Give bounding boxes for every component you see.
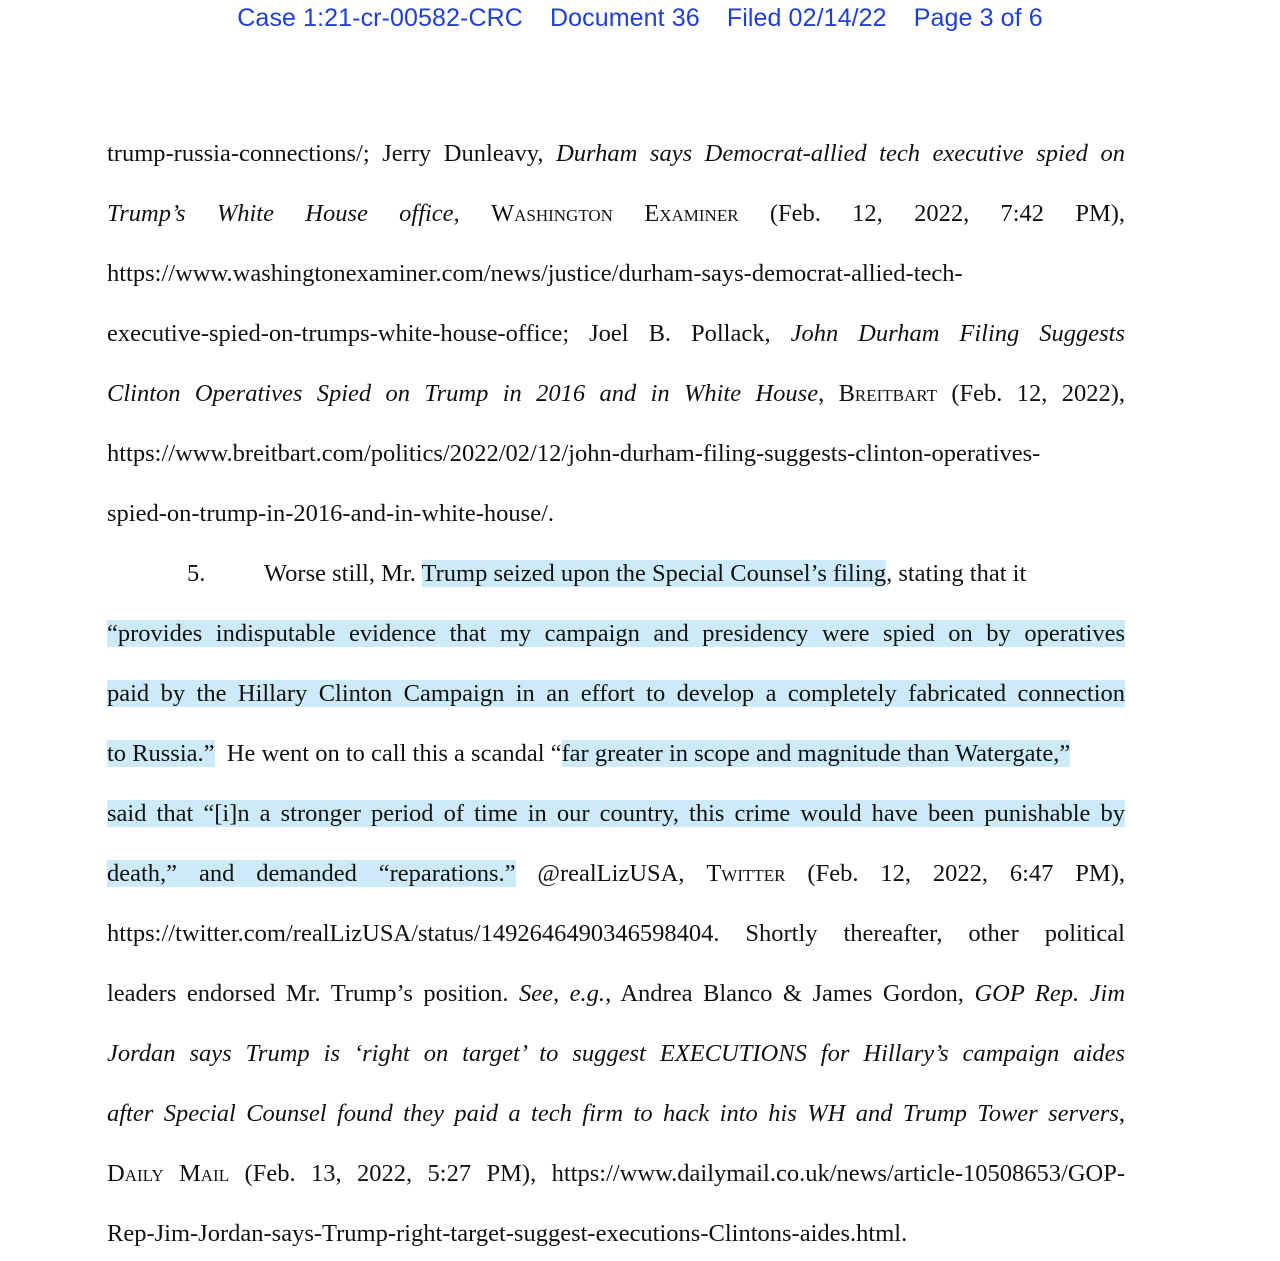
text-run: (Feb. 13, 2022, 5:27 PM), https://www.dailymail.co.uk/news/article-10508653/GOP- (244, 1160, 1126, 1187)
text-run: (Feb. 12, 2022, 7:42 PM), (769, 200, 1126, 227)
text-run: Trump’s White House office (107, 200, 454, 227)
text-run: https://www.breitbart.com/politics/2022/02/12/john-durham-filing-suggests-clinton-operatives- (107, 440, 1041, 467)
text-run: leaders endorsed Mr. Trump’s position. (107, 980, 509, 1007)
text-line (107, 259, 1125, 289)
text-line (107, 139, 1125, 169)
text-run: Twitter (706, 860, 786, 887)
text-line (107, 739, 1125, 769)
text-run: trump-russia-connections/; Jerry Dunleavy, (107, 140, 544, 167)
text-run: https://www.washingtonexaminer.com/news/justice/durham-says-democrat-allied-tech- (107, 260, 963, 287)
highlight: to Russia.” (107, 740, 215, 767)
text-run: (Feb. 12, 2022, 6:47 PM), (807, 860, 1125, 887)
text-line (107, 1219, 1125, 1249)
highlight: paid by the Hillary Clinton Campaign in an effort to develop a completely fabricated connection (107, 680, 1125, 707)
highlight: said that “[i]n a stronger period of time in our country, this crime would have been punishable by (107, 800, 1125, 827)
text-line (107, 1039, 1125, 1069)
paragraph-number: 5. (187, 560, 206, 587)
text-run: executive-spied-on-trumps-white-house-office; Joel B. Pollack, (107, 320, 771, 347)
text-run: Washington Examiner (490, 200, 739, 227)
text-run: spied-on-trump-in-2016-and-in-white-house/. (107, 500, 555, 527)
text-line (107, 199, 1125, 229)
highlight: far greater in scope and magnitude than Watergate,” (561, 740, 1071, 767)
highlight: “provides indisputable evidence that my campaign and presidency were spied on by operatives (107, 620, 1125, 647)
paragraph-5-first-line (107, 559, 1125, 589)
highlight: death,” and demanded “reparations.” (107, 860, 516, 887)
text-line (107, 679, 1125, 709)
text-line (107, 319, 1125, 349)
text-run: Daily Mail (107, 1160, 230, 1187)
text-run: Worse still, Mr. (264, 560, 416, 587)
text-line (107, 1099, 1125, 1129)
text-run: , (453, 200, 460, 227)
filed-date: Filed 02/14/22 (726, 4, 887, 32)
text-line (107, 859, 1125, 889)
text-run: John Durham Filing Suggests (790, 320, 1125, 347)
text-run: after Special Counsel found they paid a tech firm to hack into his WH and Trump Tower servers (107, 1100, 1119, 1127)
text-run: GOP Rep. Jim (974, 980, 1126, 1007)
text-run: See, e.g. (519, 980, 606, 1007)
text-run: https://twitter.com/realLizUSA/status/1492646490346598404. Shortly thereafter, other political (107, 920, 1125, 947)
text-run: Durham says Democrat-allied tech executive spied on (556, 140, 1125, 167)
highlight: Trump seized upon the Special Counsel’s filing (421, 560, 887, 587)
text-line (107, 979, 1125, 1009)
text-line (107, 799, 1125, 829)
text-line (107, 439, 1125, 469)
text-run: , Andrea Blanco & James Gordon, (605, 980, 964, 1007)
case-number: Case 1:21-cr-00582-CRC (237, 4, 523, 32)
text-run: Clinton Operatives Spied on Trump in 2016 and in White House (107, 380, 819, 407)
text-line (107, 1159, 1125, 1189)
text-run: Jordan says Trump is ‘right on target’ to suggest EXECUTIONS for Hillary’s campaign aides (107, 1040, 1125, 1067)
ecf-header (0, 4, 1280, 33)
text-run: , (818, 380, 825, 407)
text-run: He went on to call this a scandal “ (226, 740, 562, 767)
text-run: , stating that it (886, 560, 1027, 587)
text-run: Breitbart (838, 380, 937, 407)
text-line (107, 379, 1125, 409)
page-number: Page 3 of 6 (913, 4, 1043, 32)
text-run: (Feb. 12, 2022), (951, 380, 1126, 407)
text-line (107, 499, 1125, 529)
text-run: Rep-Jim-Jordan-says-Trump-right-target-suggest-executions-Clintons-aides.html. (107, 1220, 908, 1247)
text-run: @realLizUSA, (537, 860, 685, 887)
text-line (107, 619, 1125, 649)
text-run: , (1118, 1100, 1125, 1127)
text-line (107, 919, 1125, 949)
document-number: Document 36 (549, 4, 700, 32)
